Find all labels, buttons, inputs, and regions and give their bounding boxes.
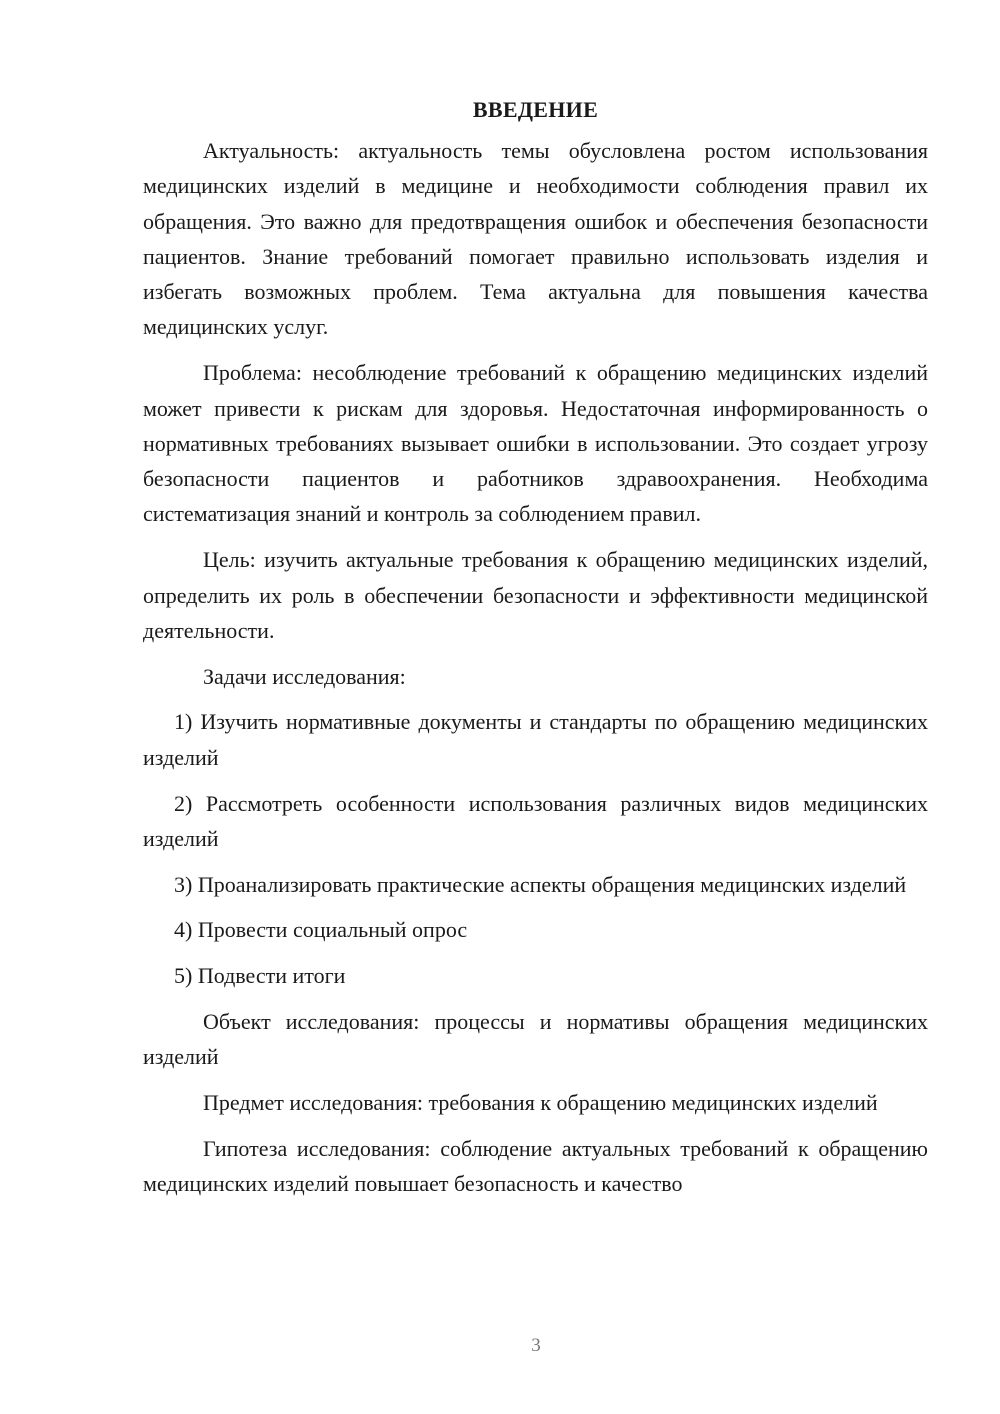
list-item: 3) Проанализировать практические аспекты обращения медицинских изделий <box>174 871 907 897</box>
document-page <box>143 92 928 1202</box>
list-item: 5) Подвести итоги <box>174 963 346 989</box>
goal-paragraph: Цель: изучить актуальные требования к обращению медицинских изделий, определить их роль в обеспечении безопасности и эффективности медицинской деятельности. <box>143 547 928 643</box>
list-item: 1) Изучить нормативные документы и стандарты по обращению медицинских изделий <box>143 709 928 770</box>
tasks-list <box>143 704 928 993</box>
page-title: ВВЕДЕНИЕ <box>472 97 599 122</box>
list-item: 4) Провести социальный опрос <box>174 917 468 943</box>
hypothesis-paragraph: Гипотеза исследования: соблюдение актуальных требований к обращению медицинских изделий повышает безопасность и качество <box>143 1135 928 1197</box>
problem-paragraph: Проблема: несоблюдение требований к обращению медицинских изделий может привести к рискам для здоровья. Недостаточная информированность о нормативных требованиях вызывает ошибки в использовании. Это создает угрозу безопасности пациентов и работников здравоохранения. Необходима систематизация знаний и контроль за соблюдением правил. <box>143 360 928 527</box>
relevance-paragraph: Актуальность: актуальность темы обусловлена ростом использования медицинских изделий в медицине и необходимости соблюдения правил их обращения. Это важно для предотвращения ошибок и обеспечения безопасности пациентов. Знание требований помогает правильно использовать изделия и избегать возможных проблем. Тема актуальна для повышения качества медицинских услуг. <box>143 138 928 340</box>
tasks-heading: Задачи исследования: <box>203 663 406 689</box>
page-number: 3 <box>531 1335 541 1356</box>
object-paragraph: Объект исследования: процессы и нормативы обращения медицинских изделий <box>143 1009 928 1070</box>
subject-paragraph: Предмет исследования: требования к обращению медицинских изделий <box>203 1090 878 1116</box>
list-item: 2) Рассмотреть особенности использования различных видов медицинских изделий <box>143 790 928 851</box>
